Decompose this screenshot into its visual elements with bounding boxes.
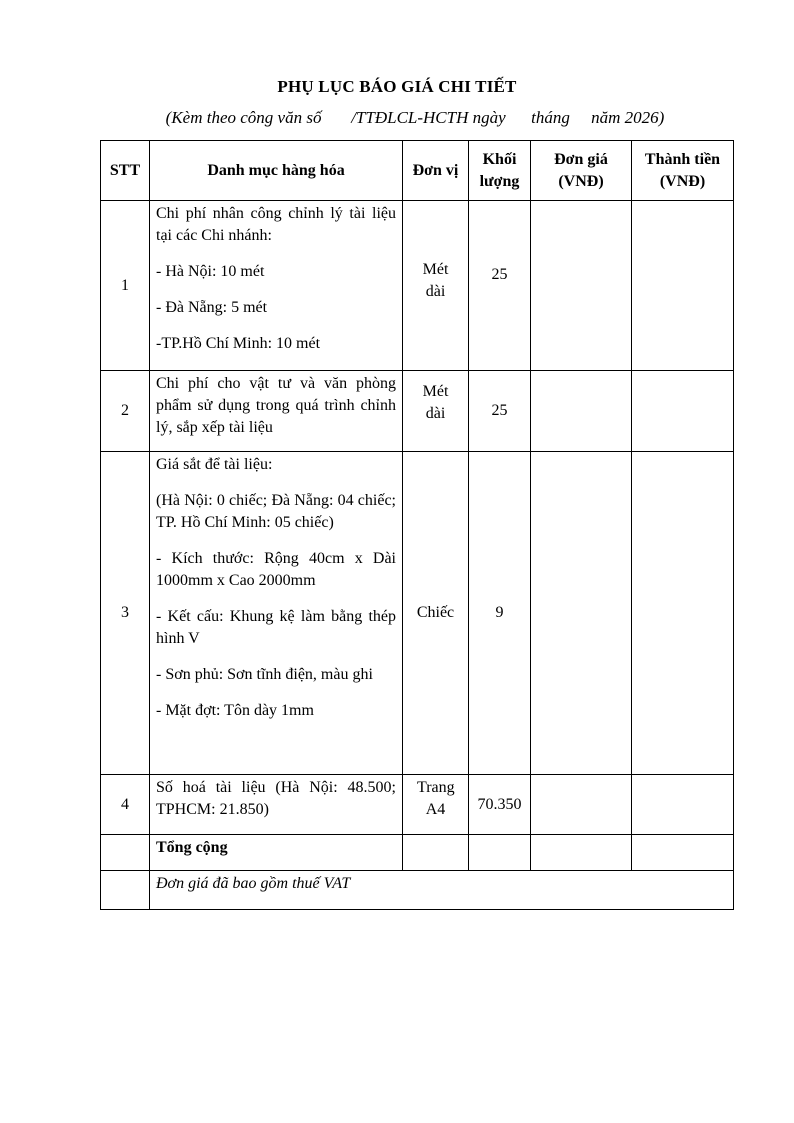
col-header-stt: STT	[101, 141, 150, 201]
total-unit-price-cell	[531, 835, 632, 871]
total-quantity-cell	[469, 835, 531, 871]
description-line: - Sơn phủ: Sơn tĩnh điện, màu ghi	[156, 666, 373, 683]
row-description	[150, 452, 403, 775]
description-line: (Hà Nội: 0 chiếc; Đà Nẵng: 04 chiếc; TP. Hồ Chí Minh: 05 chiếc)	[156, 492, 396, 531]
row-stt: 2	[101, 371, 150, 452]
description-line: - Hà Nội: 10 mét	[156, 263, 265, 280]
quotation-table	[100, 140, 734, 910]
row-stt: 4	[101, 775, 150, 835]
description-line: -TP.Hồ Chí Minh: 10 mét	[156, 335, 321, 352]
table-row	[101, 775, 734, 835]
row-stt: 3	[101, 452, 150, 775]
row-unit: Trang A4	[403, 775, 469, 835]
row-description	[150, 371, 403, 452]
row-description	[150, 201, 403, 371]
row-stt: 1	[101, 201, 150, 371]
description-line: - Kích thước: Rộng 40cm x Dài 1000mm x Cao 2000mm	[156, 550, 396, 589]
col-header-quantity: Khối lượng	[469, 141, 531, 201]
table-row	[101, 201, 734, 371]
row-quantity: 70.350	[469, 775, 531, 835]
page-title: PHỤ LỤC BÁO GIÁ CHI TIẾT	[277, 77, 517, 96]
row-amount	[632, 201, 734, 371]
col-header-unit: Đơn vị	[403, 141, 469, 201]
description-line: - Đà Nẵng: 5 mét	[156, 299, 268, 316]
row-unit: Chiếc	[403, 452, 469, 775]
note-row	[101, 871, 734, 910]
vat-note: Đơn giá đã bao gồm thuế VAT	[150, 871, 734, 910]
page-subtitle: (Kèm theo công văn số /TTĐLCL-HCTH ngày tháng năm 2026)	[165, 108, 665, 127]
row-description	[150, 775, 403, 835]
table-row	[101, 371, 734, 452]
row-quantity: 25	[469, 201, 531, 371]
row-unit: Mét dài	[403, 371, 469, 452]
row-amount	[632, 371, 734, 452]
total-stt-cell	[101, 835, 150, 871]
row-unit-price	[531, 201, 632, 371]
col-header-item: Danh mục hàng hóa	[150, 141, 403, 201]
description-line: - Kết cấu: Khung kệ làm bằng thép hình V	[156, 608, 396, 647]
total-label: Tổng cộng	[150, 835, 403, 871]
description-line: Số hoá tài liệu (Hà Nội: 48.500; TPHCM: 21.850)	[156, 779, 396, 818]
total-amount-cell	[632, 835, 734, 871]
row-amount	[632, 452, 734, 775]
row-quantity: 9	[469, 452, 531, 775]
table-row	[101, 452, 734, 775]
total-row	[101, 835, 734, 871]
row-unit-price	[531, 371, 632, 452]
col-header-amount: Thành tiền (VNĐ)	[632, 141, 734, 201]
row-unit-price	[531, 775, 632, 835]
row-amount	[632, 775, 734, 835]
description-line: Giá sắt để tài liệu:	[156, 456, 273, 473]
description-line: Chi phí nhân công chỉnh lý tài liệu tại các Chi nhánh:	[156, 205, 396, 244]
description-line: Chi phí cho vật tư và văn phòng phẩm sử dụng trong quá trình chỉnh lý, sắp xếp tài liệu	[156, 375, 396, 436]
description-line: - Mặt đợt: Tôn dày 1mm	[156, 702, 314, 719]
row-unit: Mét dài	[403, 201, 469, 371]
total-unit-cell	[403, 835, 469, 871]
row-quantity: 25	[469, 371, 531, 452]
table-header-row	[101, 141, 734, 201]
col-header-unit-price: Đơn giá (VNĐ)	[531, 141, 632, 201]
row-unit-price	[531, 452, 632, 775]
note-stt-cell	[101, 871, 150, 910]
